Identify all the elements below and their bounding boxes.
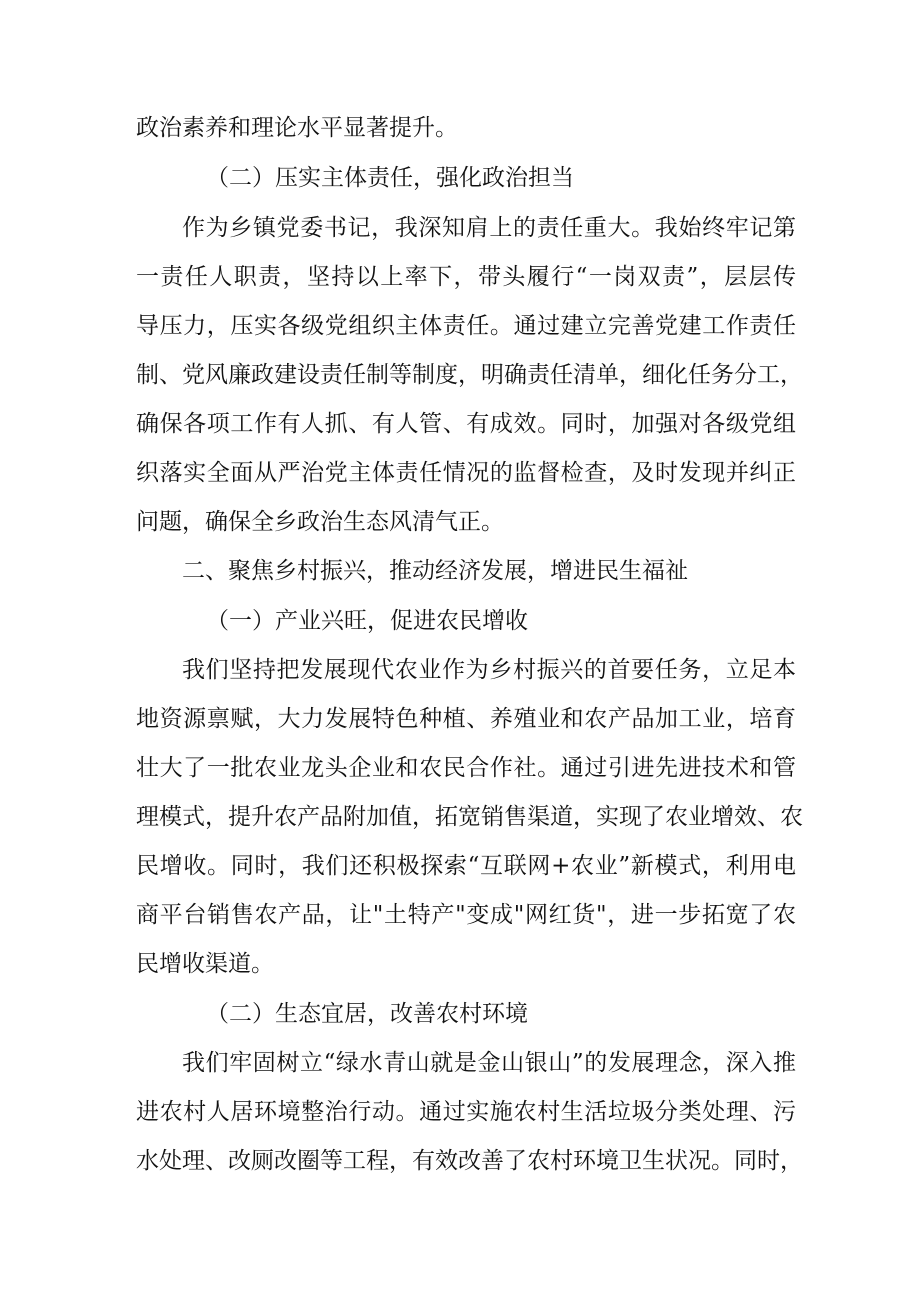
paragraph-line: 理模式，提升农产品附加值，拓宽销售渠道，实现了农业增效、农 (136, 804, 803, 830)
paragraph-line: 我们牢固树立“绿水青山就是金山银山”的发展理念，深入推 (182, 1050, 796, 1076)
subheading-industry: （一）产业兴旺，促进农民增收 (206, 608, 528, 634)
paragraph-line: 问题，确保全乡政治生态风清气正。 (136, 509, 504, 535)
paragraph-line: 织落实全面从严治党主体责任情况的监督检查，及时发现并纠正 (136, 460, 796, 486)
section-heading-rural-revitalization: 二、聚焦乡村振兴，推动经济发展，增进民生福祉 (182, 558, 688, 584)
paragraph-line: 政治素养和理论水平显著提升。 (136, 115, 458, 141)
paragraph-line: 导压力，压实各级党组织主体责任。通过建立完善党建工作责任 (136, 313, 796, 339)
paragraph-line: 制、党风廉政建设责任制等制度，明确责任清单，细化任务分工， (136, 362, 803, 388)
paragraph-line: 地资源禀赋，大力发展特色种植、养殖业和农产品加工业，培育 (136, 706, 796, 732)
paragraph-line: 作为乡镇党委书记，我深知肩上的责任重大。我始终牢记第 (182, 215, 796, 241)
paragraph-line: 民增收渠道。 (136, 951, 274, 977)
paragraph-line: 商平台销售农产品，让"土特产"变成"网红货"，进一步拓宽了农 (136, 902, 796, 928)
paragraph-line: 确保各项工作有人抓、有人管、有成效。同时，加强对各级党组 (136, 411, 796, 437)
paragraph-line: 一责任人职责，坚持以上率下，带头履行“一岗双责”，层层传 (136, 264, 796, 290)
paragraph-line: 壮大了一批农业龙头企业和农民合作社。通过引进先进技术和管 (136, 755, 796, 781)
paragraph-line: 民增收。同时，我们还积极探索“互联网+农业”新模式，利用电 (136, 853, 796, 879)
paragraph-line: 水处理、改厕改圈等工程，有效改善了农村环境卫生状况。同时， (136, 1148, 803, 1174)
subheading-ecology: （二）生态宜居，改善农村环境 (206, 1001, 528, 1027)
paragraph-line: 我们坚持把发展现代农业作为乡村振兴的首要任务，立足本 (182, 657, 796, 683)
paragraph-line: 进农村人居环境整治行动。通过实施农村生活垃圾分类处理、污 (136, 1099, 796, 1125)
subheading-responsibility: （二）压实主体责任，强化政治担当 (206, 165, 574, 191)
